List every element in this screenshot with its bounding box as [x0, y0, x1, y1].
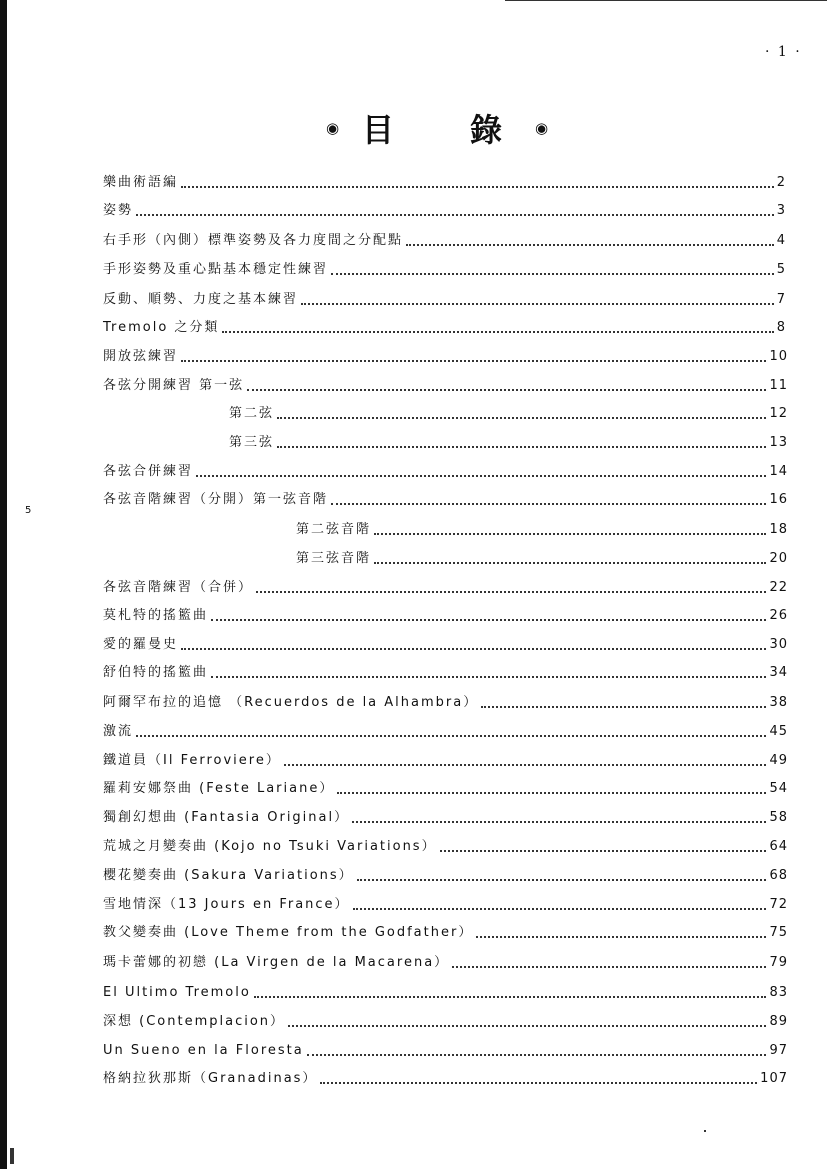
leader-dots [374, 533, 766, 535]
toc-entry[interactable] [103, 346, 788, 366]
toc-entry[interactable] [103, 577, 788, 597]
leader-dots [181, 186, 774, 188]
toc-entry[interactable] [103, 865, 788, 885]
toc-entry-title: 櫻花變奏曲 (Sakura Variations） [103, 868, 354, 883]
toc-entry-title: 各弦音階練習（合併） [103, 580, 254, 595]
toc-entry-page: 58 [769, 810, 788, 825]
toc-entry-page: 38 [769, 695, 788, 710]
toc-entry-page: 13 [769, 435, 788, 450]
leader-dots [211, 619, 766, 621]
toc-entry-page: 30 [769, 637, 788, 652]
leader-dots [196, 475, 766, 477]
toc-entry-title: Tremolo 之分類 [103, 320, 220, 335]
toc-entry[interactable] [103, 807, 788, 827]
leader-dots [247, 389, 766, 391]
title-char: 目 [362, 111, 395, 149]
toc-entry[interactable] [103, 289, 786, 309]
toc-entry-page: 22 [769, 580, 788, 595]
margin-mark: 5 [25, 505, 32, 516]
toc-entry[interactable] [103, 721, 788, 741]
toc-entry-title: 右手形（內側）標準姿勢及各力度間之分配點 [103, 233, 404, 248]
toc-entry-page: 107 [760, 1071, 788, 1086]
toc-entry-title: 深想 (Contemplacion） [103, 1014, 286, 1029]
toc-entry[interactable] [103, 230, 786, 250]
toc-entry-page: 10 [769, 349, 788, 364]
toc-entry[interactable] [296, 519, 788, 539]
toc-entry-page: 5 [776, 262, 786, 277]
toc-entry-page: 79 [769, 955, 788, 970]
toc-entry-page: 64 [769, 839, 788, 854]
toc-entry-page: 14 [769, 464, 788, 479]
toc-entry-title: 第三弦音階 [296, 551, 372, 566]
toc-entry[interactable] [103, 605, 788, 625]
leader-dots [284, 764, 767, 766]
toc-entry-page: 72 [769, 897, 788, 912]
toc-entry-page: 8 [776, 320, 786, 335]
leader-dots [277, 417, 766, 419]
toc-entry[interactable] [103, 750, 788, 770]
toc-entry-title: 荒城之月變奏曲 (Kojo no Tsuki Variations） [103, 839, 437, 854]
leader-dots [181, 360, 766, 362]
toc-entry-page: 12 [769, 406, 788, 421]
toc-entry-title: El Ultimo Tremolo [103, 985, 251, 1000]
toc-entry[interactable] [103, 375, 788, 395]
toc-entry[interactable] [103, 692, 788, 712]
toc-entry[interactable] [103, 1040, 788, 1060]
toc-entry[interactable] [103, 634, 788, 654]
toc-entry-title: 反動、順勢、力度之基本練習 [103, 292, 299, 307]
leader-dots [277, 446, 766, 448]
toc-entry-page: 45 [769, 724, 788, 739]
toc-entry-page: 16 [769, 492, 788, 507]
toc-entry[interactable] [103, 1011, 788, 1031]
toc-entry-title: 各弦音階練習（分開）第一弦音階 [103, 492, 329, 507]
toc-entry[interactable] [103, 922, 788, 942]
toc-entry-page: 54 [769, 781, 788, 796]
leader-dots [440, 850, 767, 852]
toc-entry-title: 獨創幻想曲 (Fantasia Original） [103, 810, 350, 825]
leader-dots [331, 503, 766, 505]
leader-dots [337, 792, 766, 794]
toc-entry-page: 2 [776, 175, 786, 190]
toc-entry[interactable] [103, 778, 788, 798]
toc-entry-title: 第二弦音階 [296, 522, 372, 537]
leader-dots [331, 273, 774, 275]
leader-dots [307, 1054, 767, 1056]
toc-entry-page: 4 [776, 233, 786, 248]
toc-entry-title: 瑪卡蕾娜的初戀 (La Virgen de la Macarena） [103, 955, 450, 970]
toc-entry[interactable] [103, 894, 788, 914]
toc-entry-page: 68 [769, 868, 788, 883]
leader-dots [452, 966, 766, 968]
toc-entry-title: 愛的羅曼史 [103, 637, 179, 652]
title-bullet-icon: ◉ [326, 119, 340, 137]
toc-entry-title: 各弦分開練習 第一弦 [103, 378, 245, 393]
toc-entry-title: 教父變奏曲 (Love Theme from the Godfather） [103, 925, 474, 940]
leader-dots [357, 879, 767, 881]
toc-entry-title: 鐵道員（Il Ferroviere） [103, 753, 281, 768]
toc-entry[interactable] [103, 200, 786, 220]
toc-entry[interactable] [296, 548, 788, 568]
leader-dots [136, 735, 766, 737]
toc-entry-title: 手形姿勢及重心點基本穩定性練習 [103, 262, 329, 277]
toc-entry-title: 各弦合併練習 [103, 464, 194, 479]
toc-entry-title: 舒伯特的搖籃曲 [103, 665, 209, 680]
toc-entry-page: 75 [769, 925, 788, 940]
toc-entry-page: 89 [769, 1014, 788, 1029]
toc-entry-page: 3 [776, 203, 786, 218]
toc-entry-title: 阿爾罕布拉的追憶 （Recuerdos de la Alhambra） [103, 695, 479, 710]
toc-entry-title: 開放弦練習 [103, 349, 179, 364]
toc-entry-page: 26 [769, 608, 788, 623]
toc-entry-title: Un Sueno en la Floresta [103, 1043, 304, 1058]
leader-dots [256, 591, 766, 593]
toc-entry-title: 第三弦 [229, 435, 275, 450]
page-number: · 1 · [765, 44, 802, 60]
toc-entry-page: 83 [769, 985, 788, 1000]
leader-dots [181, 648, 766, 650]
toc-entry-title: 樂曲術語編 [103, 175, 179, 190]
leader-dots [288, 1025, 766, 1027]
toc-entry-page: 11 [769, 378, 788, 393]
toc-entry[interactable] [103, 952, 788, 972]
leader-dots [352, 821, 766, 823]
leader-dots [222, 331, 773, 333]
toc-entry[interactable] [103, 461, 788, 481]
toc-entry[interactable] [103, 1068, 788, 1088]
toc-entry-page: 20 [769, 551, 788, 566]
toc-entry[interactable] [103, 836, 788, 856]
toc-entry[interactable] [103, 982, 788, 1002]
leader-dots [406, 244, 774, 246]
toc-entry-title: 姿勢 [103, 203, 134, 218]
toc-entry[interactable] [229, 403, 788, 423]
toc-entry-page: 49 [769, 753, 788, 768]
toc-entry[interactable] [103, 172, 786, 192]
leader-dots [320, 1082, 757, 1084]
toc-entry[interactable] [103, 317, 786, 337]
toc-entry-page: 18 [769, 522, 788, 537]
title-bullet-icon: ◉ [535, 119, 549, 137]
toc-entry[interactable] [103, 489, 788, 509]
toc-entry-page: 7 [776, 292, 786, 307]
toc-entry-title: 激流 [103, 724, 134, 739]
leader-dots [211, 676, 766, 678]
toc-entry-title: 雪地情深（13 Jours en France） [103, 897, 350, 912]
leader-dots [476, 936, 766, 938]
leader-dots [353, 908, 767, 910]
toc-entry-title: 莫札特的搖籃曲 [103, 608, 209, 623]
toc-entry[interactable] [103, 259, 786, 279]
leader-dots [254, 996, 767, 998]
toc-entry-title: 第二弦 [229, 406, 275, 421]
leader-dots [136, 214, 774, 216]
toc-entry-title: 格納拉狄那斯（Granadinas） [103, 1071, 318, 1086]
leader-dots [374, 562, 766, 564]
toc-entry-page: 97 [769, 1043, 788, 1058]
toc-entry[interactable] [103, 662, 788, 682]
title-char: 錄 [470, 111, 503, 149]
toc-entry-title: 羅莉安娜祭曲 (Feste Lariane） [103, 781, 335, 796]
leader-dots [481, 706, 766, 708]
leader-dots [301, 303, 774, 305]
toc-entry[interactable] [229, 432, 788, 452]
toc-entry-page: 34 [769, 665, 788, 680]
